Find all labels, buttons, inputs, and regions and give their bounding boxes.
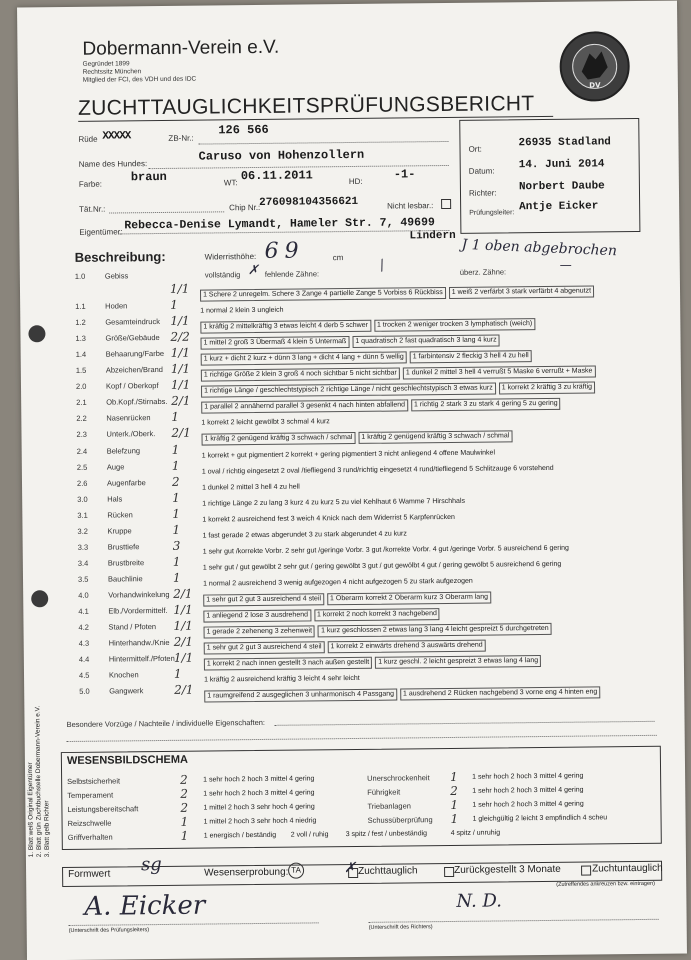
nicht-lesbar-label: Nicht lesbar.:	[387, 201, 434, 211]
fehlende-label: fehlende Zähne:	[264, 269, 320, 279]
row-option-group: 1 quadratisch 2 fast quadratisch 3 lang 4 kurz	[352, 335, 499, 349]
row-number: 2.5	[76, 462, 88, 472]
punch-hole-top	[28, 325, 45, 342]
wesen-options: 1 sehr hoch 2 hoch 3 mittel 4 gering	[203, 789, 315, 798]
wesen-options: 1 sehr hoch 2 hoch 3 mittel 4 gering	[203, 775, 315, 784]
row-option-group: 1 sehr gut 2 gut 3 ausreichend 4 steil	[204, 641, 325, 654]
club-logo	[559, 31, 630, 102]
svg-text:DV: DV	[589, 81, 601, 90]
row-option-group: 1 parallel 2 annähernd parallel 3 gesenkt 4 nach hinten abfallend	[201, 400, 408, 414]
besondere-line-2	[67, 735, 657, 742]
zb-label: ZB-Nr.:	[168, 133, 194, 143]
row-number: 2.6	[76, 478, 88, 488]
sig1-line	[69, 922, 319, 926]
vollstaendig-label: vollständig	[204, 270, 241, 280]
wesen-erprobung-value[interactable]: TA	[288, 863, 304, 879]
row-option-group: 1 richtige Länge / geschlechtstypisch 2 richtige Länge / nicht geschlechtstypisch 3 etwas kurz	[201, 383, 496, 398]
row-option-group: 1 normal 2 klein 3 ungleich	[200, 306, 284, 315]
row-rating-mark: 1/1	[173, 650, 194, 666]
wesen-trait-label: Selbstsicherheit	[67, 776, 121, 786]
wesen-options: 1 sehr hoch 2 hoch 3 mittel 4 gering	[472, 786, 584, 795]
wesen-options: 1 mittel 2 hoch 3 sehr hoch 4 niedrig	[203, 817, 317, 826]
row-option-group: 1 oval / richtig eingesetzt 2 oval /tiefliegend 3 rund/richtig eingesetzt 4 rund/tiefliegend 5 Schlitzauge 6 vorstehend	[201, 464, 554, 476]
row-label: Abzeichen/Brand	[105, 365, 164, 375]
griff-opt-3: 3 spitz / fest / unbeständig	[345, 830, 428, 839]
sig1-label: (Unterschrift des Prüfungsleiters)	[68, 927, 150, 934]
besondere-label: Besondere Vorzüge / Nachteile / individuelle Eigenschaften:	[66, 717, 266, 730]
row-label: Ob.Kopf./Stirnabs.	[106, 397, 168, 407]
wesen-rating-mark: 1	[450, 811, 459, 826]
row-number: 5.0	[79, 687, 90, 697]
row-rating-mark: 3	[172, 538, 181, 553]
row-option-group: 1 richtige Länge 2 zu lang 3 kurz 4 zu kurz 5 zu viel Kehlhaut 6 Wamme 7 Hirschhals	[202, 497, 466, 508]
row-number: 1.2	[75, 317, 86, 327]
row-option-group: 1 Schere 2 unregelm. Schere 3 Zange 4 partielle Zange 5 Vorbiss 6 Rückbiss	[200, 287, 446, 302]
row-option-group: 1 farbintensiv 2 fleckig 3 hell 4 zu hell	[410, 350, 532, 363]
wesen-rating-mark: 2	[450, 783, 458, 798]
row-option-group: 1 mittel 2 groß 3 Übermaß 4 klein 5 Untermaß	[200, 336, 349, 350]
row-rating-mark: 1	[173, 666, 182, 682]
report-sheet	[17, 1, 687, 960]
row-number: 1.3	[75, 333, 86, 344]
wesen-rating-mark: 1	[180, 828, 189, 843]
sig2-line	[369, 919, 659, 923]
nicht-lesbar-checkbox[interactable]	[441, 199, 451, 209]
zuchtuntauglich-label: Zuchtuntauglich	[592, 862, 663, 875]
wesen-rating-mark: 1	[180, 814, 189, 829]
club-name: Dobermann-Verein e.V.	[82, 36, 280, 60]
row-label: Hintermittelf./Pfoten	[108, 654, 175, 664]
wesen-title: WESENSBILDSCHEMA	[66, 753, 188, 768]
farbe-label: Farbe:	[78, 179, 103, 189]
row-rating-mark: 2/1	[171, 394, 191, 409]
row-label: Brusttiefe	[107, 542, 140, 552]
row-number: 1.1	[75, 301, 86, 311]
member-text: Mitglied der FCI, des VDH und des IDC	[82, 75, 197, 84]
richter-value: Norbert Daube	[518, 180, 605, 194]
farbe-value: braun	[130, 169, 167, 185]
row-option-group: 1 korrekt 2 einwärts drehend 3 auswärts drehend	[327, 640, 485, 654]
copy-note-1: 1. Blatt weiß Original Eigentümer	[26, 762, 35, 858]
row-number: 1.4	[75, 349, 87, 360]
wesen-trait-label: Leistungsbereitschaft	[67, 804, 139, 814]
griff-opt-2: 2 voll / ruhig	[290, 831, 329, 839]
row-rating-mark: 2/1	[171, 426, 191, 441]
row-option-group: 1 anliegend 2 lose 3 ausdrehend	[203, 609, 311, 622]
row-rating-mark: 1	[172, 570, 181, 585]
dobermann-seal-icon	[561, 33, 628, 100]
wt-label: WT:	[223, 178, 238, 188]
wesen-rating-mark: 2	[180, 800, 189, 815]
founded-text: Gegründet 1899	[82, 60, 130, 68]
row-label: Auge	[106, 461, 125, 472]
row-number: 1.5	[75, 366, 87, 376]
beschreibung-title: Beschreibung:	[74, 248, 166, 265]
tat-line	[109, 211, 224, 213]
row-option-group: 1 normal 2 ausreichend 3 wenig aufgezogen 4 nicht aufgezogen 5 zu stark aufgezogen	[203, 577, 473, 588]
row-number: 4.2	[78, 622, 90, 632]
row-option-group: 1 raumgreifend 2 ausgeglichen 3 unharmonisch 4 Passgang	[204, 689, 397, 703]
row-rating-mark: 1	[172, 490, 180, 505]
row-option-group: 1 kräftig 2 genügend kräftig 3 schwach / schmal	[358, 431, 512, 445]
row-label: Knochen	[108, 670, 139, 680]
copy-note-3: 3. Blatt gelb Richter	[43, 800, 51, 858]
row-rating-mark: 1	[172, 554, 181, 569]
seat-text: Rechtssitz München	[82, 68, 142, 76]
row-number: 3.5	[77, 574, 89, 584]
owner-value: Rebecca-Denise Lymandt, Hameler Str. 7, 49699	[124, 216, 435, 233]
row-number: 2.3	[76, 430, 87, 440]
rude-label: Rüde	[78, 134, 98, 144]
row-rating-mark: 1	[171, 410, 180, 425]
row-label: Gangwerk	[109, 686, 144, 696]
row-number: 4.5	[78, 670, 90, 681]
zuchttauglich-mark: ✗	[343, 859, 356, 877]
tat-label: Tät.Nr.:	[79, 204, 106, 214]
row-option-group: 1 korrekt 2 nach innen gestellt 3 nach außen gestellt	[204, 657, 372, 671]
fehlende-dash: /	[376, 257, 388, 274]
row-label: Hinterhandw./Knie	[108, 638, 170, 648]
signature-richter: N. D.	[456, 890, 503, 912]
gebiss-no: 1.0	[74, 271, 86, 281]
owner-label: Eigentümer:	[79, 227, 123, 237]
row-rating-mark: 1	[172, 522, 181, 537]
row-number: 4.3	[78, 638, 90, 648]
row-option-group: 1 korrekt 2 noch korrekt 3 nachgebend	[314, 608, 440, 621]
row-label: Elb./Vordermittelf.	[108, 605, 168, 616]
dog-name: Caruso von Hohenzollern	[198, 147, 365, 164]
row-rating-mark: 1	[171, 442, 180, 457]
besondere-line	[275, 721, 655, 726]
wesen-options: 1 mittel 2 hoch 3 sehr hoch 4 gering	[203, 803, 315, 812]
ueberz-label: überz. Zähne:	[459, 267, 507, 277]
row-option-group: 1 richtig 2 stark 3 zu stark 4 gering 5 zu gering	[411, 398, 561, 412]
ort-value: 26935 Stadland	[518, 136, 611, 150]
row-number: 3.4	[77, 558, 89, 568]
row-label: Größe/Gebäude	[105, 333, 160, 343]
row-label: Kopf / Oberkopf	[105, 381, 159, 391]
row-rating-mark: 1/1	[170, 377, 191, 393]
row-option-group: 1 kräftig 2 mittelkräftig 3 etwas leicht 4 derb 5 schwer	[200, 320, 371, 334]
row-rating-mark: 1/1	[173, 602, 193, 617]
row-number: 3.2	[77, 526, 88, 536]
row-label: Unterk./Oberk.	[106, 429, 156, 440]
wesen-trait-label: Reizschwelle	[67, 818, 112, 828]
row-number: 2.0	[75, 382, 87, 392]
wesen-erprobung-label: Wesenserprobung:	[204, 866, 289, 879]
copy-distribution-note	[26, 706, 52, 858]
wesen-trait-label: Griffverhalten	[67, 832, 113, 842]
row-option-group: 1 korrekt 2 ausreichend fest 3 weich 4 Knick nach dem Widerrist 5 Karpfenrücken	[202, 513, 455, 524]
row-rating-mark: 1/1	[173, 618, 193, 633]
row-options	[204, 681, 603, 703]
row-rating-mark: 1/1	[170, 345, 191, 361]
row-rating-mark: 1	[171, 458, 180, 473]
row-option-group: 1 weiß 2 verfärbt 3 stark verfärbt 4 abgenutzt	[449, 285, 594, 299]
hd-value: -1-	[393, 167, 416, 182]
zuchttauglich-label: Zuchttauglich	[358, 865, 418, 877]
row-rating-mark: 1	[172, 506, 181, 521]
wesen-rating-mark: 2	[180, 786, 188, 801]
griff-opt-4: 4 spitz / unruhig	[450, 829, 501, 837]
wh-value: 69	[264, 238, 305, 264]
row-label: Gesamteindruck	[105, 317, 160, 327]
row-rating-mark: 2/1	[173, 634, 194, 649]
row-rating-mark: 2/2	[170, 329, 190, 345]
row-label: Bauchlinie	[107, 574, 143, 584]
row-option-group: 1 kurz geschl. 2 leicht gespreizt 3 etwas lang 4 lang	[375, 655, 541, 669]
row-label: Nasenrücken	[106, 413, 151, 423]
wt-value: 06.11.2011	[240, 168, 313, 184]
row-label: Kruppe	[107, 526, 132, 536]
owner-city: Lindern	[409, 229, 456, 243]
row-option-group: 1 kräftig 2 ausreichend kräftig 3 leicht 4 sehr leicht	[204, 675, 360, 684]
wesen-options: 1 gleichgültig 2 leicht 3 empfindlich 4 scheu	[472, 814, 608, 823]
row-rating-mark: 2	[171, 474, 180, 489]
name-label: Name des Hundes:	[78, 159, 148, 169]
row-number: 3.3	[77, 542, 89, 552]
zurueckgestellt-label: Zurückgestellt 3 Monate	[454, 863, 561, 876]
chip-value: 276098104356621	[259, 195, 359, 209]
datum-label: Datum:	[468, 166, 495, 176]
row-option-group: 1 kurz + dicht 2 kurz + dünn 3 lang + dicht 4 lang + dünn 5 wellig	[201, 352, 407, 366]
row-number: 2.2	[76, 414, 87, 424]
row-rating-mark: 1/1	[169, 281, 190, 296]
row-option-group: 1 gerade 2 zeheneng 3 zehenweit	[204, 625, 316, 638]
wesen-options: 1 energisch / beständig	[203, 831, 277, 840]
row-number: 3.1	[77, 510, 88, 520]
row-label: Rücken	[107, 509, 133, 520]
row-option-group: 1 ausdrehend 2 Rücken nachgebend 3 vorne eng 4 hinten eng	[400, 687, 600, 701]
hd-label: HD:	[348, 176, 363, 187]
row-rating-mark: 2/1	[173, 586, 193, 601]
row-option-group: 1 dunkel 2 mittel 3 hell 4 verrußt 5 Maske 6 verrußt + Maske	[403, 366, 596, 380]
row-rating-mark: 1	[170, 297, 178, 312]
row-label: Augenfarbe	[106, 477, 146, 488]
richter-label: Richter:	[468, 188, 497, 198]
zb-line	[198, 141, 448, 145]
row-number: 4.4	[78, 654, 90, 665]
row-number: 2.1	[76, 398, 87, 408]
row-option-group: 1 kurz geschlossen 2 etwas lang 3 lang 4 leicht gespreizt 5 durchgetreten	[318, 623, 552, 637]
signature-leiter: A. Eicker	[84, 890, 206, 922]
wesen-rating-mark: 1	[450, 797, 459, 812]
wesen-trait-label: Unerschrockenheit	[367, 773, 430, 783]
row-label: Stand / Pfoten	[108, 622, 157, 632]
wesen-trait-label: Führigkeit	[367, 787, 401, 797]
row-number: 2.4	[76, 446, 88, 456]
vollstaendig-mark: ✗	[247, 262, 259, 279]
row-option-group: 1 fast gerade 2 etwas abgerundet 3 zu stark abgerundet 4 zu kurz	[202, 530, 407, 540]
report-title: ZUCHTTAUGLICHKEITSPRÜFUNGSBERICHT	[77, 92, 535, 120]
row-rating-mark: 1/1	[170, 361, 191, 377]
wesen-trait-label: Triebanlagen	[367, 801, 411, 811]
wesen-rating-mark: 1	[450, 769, 458, 784]
row-option-group: 1 korrekt + gut pigmentiert 2 korrekt + gering pigmentiert 3 nicht anliegend 4 offene Maulwinkel	[201, 449, 496, 460]
row-option-group: 1 sehr gut / gut gewölbt 2 sehr gut / gering gewölbt 3 gut / gut gewölbt 4 gut / gering gewölbt 5 ausreichend 6 gering	[202, 560, 562, 572]
row-label: Hoden	[105, 301, 128, 311]
sig2-label: (Unterschrift des Richters)	[368, 924, 433, 931]
ueberz-dash: —	[559, 257, 572, 272]
row-option-group: 1 korrekt 2 leicht gewölbt 3 schmal 4 kurz	[201, 418, 330, 427]
wesen-options: 1 sehr hoch 2 hoch 3 mittel 4 gering	[472, 772, 584, 781]
datum-value: 14. Juni 2014	[518, 158, 605, 172]
row-option-group: 1 sehr gut /korrekte Vorbr. 2 sehr gut /geringe Vorbr. 3 gut /korrekte Vorbr. 4 gut /geringe Vorbr. 5 ausreichend 6 gering	[202, 544, 569, 556]
wh-label: Widerristhöhe:	[204, 251, 257, 262]
row-option-group: 1 Oberarm korrekt 2 Oberarm kurz 3 Oberarm lang	[327, 591, 491, 605]
gebiss-label: Gebiss	[104, 271, 129, 281]
zurueckgestellt-checkbox[interactable]	[444, 867, 454, 877]
row-option-group: 1 korrekt 2 kräftig 3 zu kräftig	[499, 382, 595, 395]
row-label: Vorhandwinkelung	[108, 589, 170, 600]
row-option-group: 1 richtige Größe 2 klein 3 groß 4 noch sichtbar 5 nicht sichtbar	[201, 368, 400, 382]
leiter-value: Antje Eicker	[519, 200, 599, 214]
row-option-group: 1 sehr gut 2 gut 3 ausreichend 4 steil	[203, 593, 324, 606]
row-number: 3.0	[77, 494, 88, 504]
chip-label: Chip Nr.:	[229, 202, 261, 213]
zb-value: 126 566	[218, 122, 269, 138]
row-label: Hals	[107, 494, 123, 504]
wesen-rating-mark: 2	[180, 772, 188, 787]
row-label: Behaarung/Farbe	[105, 349, 165, 359]
wesen-trait-label: Schussüberprüfung	[367, 815, 433, 825]
row-option-group: 1 dunkel 2 mittel 3 hell 4 zu hell	[202, 483, 300, 492]
wesen-trait-label: Temperament	[67, 790, 114, 800]
row-number: 4.0	[78, 590, 89, 600]
hint-text: (Zutreffendes ankreuzen bzw. eintragen)	[556, 880, 655, 888]
rude-value: XXXXX	[102, 130, 131, 143]
fehlende-zaehne-note: J 1 oben abgebrochen	[461, 236, 618, 260]
ort-label: Ort:	[468, 144, 482, 154]
zuchtuntauglich-checkbox[interactable]	[581, 866, 591, 876]
row-label: Belefzung	[106, 445, 141, 456]
row-label: Brustbreite	[107, 558, 145, 568]
row-number: 4.1	[78, 606, 89, 616]
wesen-options: 1 sehr hoch 2 hoch 3 mittel 4 gering	[472, 800, 584, 809]
copy-note-2: 2. Blatt grün Zuchtbuchstelle Dobermann-Verein e.V.	[34, 705, 43, 858]
leiter-label: Prüfungsleiter:	[469, 209, 515, 217]
formwert-value: sg	[140, 854, 162, 876]
row-rating-mark: 2/1	[174, 682, 194, 698]
row-option-group: 1 kräftig 2 genügend kräftig 3 schwach / schmal	[202, 432, 356, 446]
cm-label: cm	[332, 253, 344, 263]
row-rating-mark: 1/1	[170, 313, 190, 328]
row-option-group: 1 trocken 2 weniger trocken 3 lymphatisch (weich)	[374, 318, 535, 332]
formwert-label: Formwert	[68, 868, 111, 880]
punch-hole-bottom	[31, 590, 48, 607]
